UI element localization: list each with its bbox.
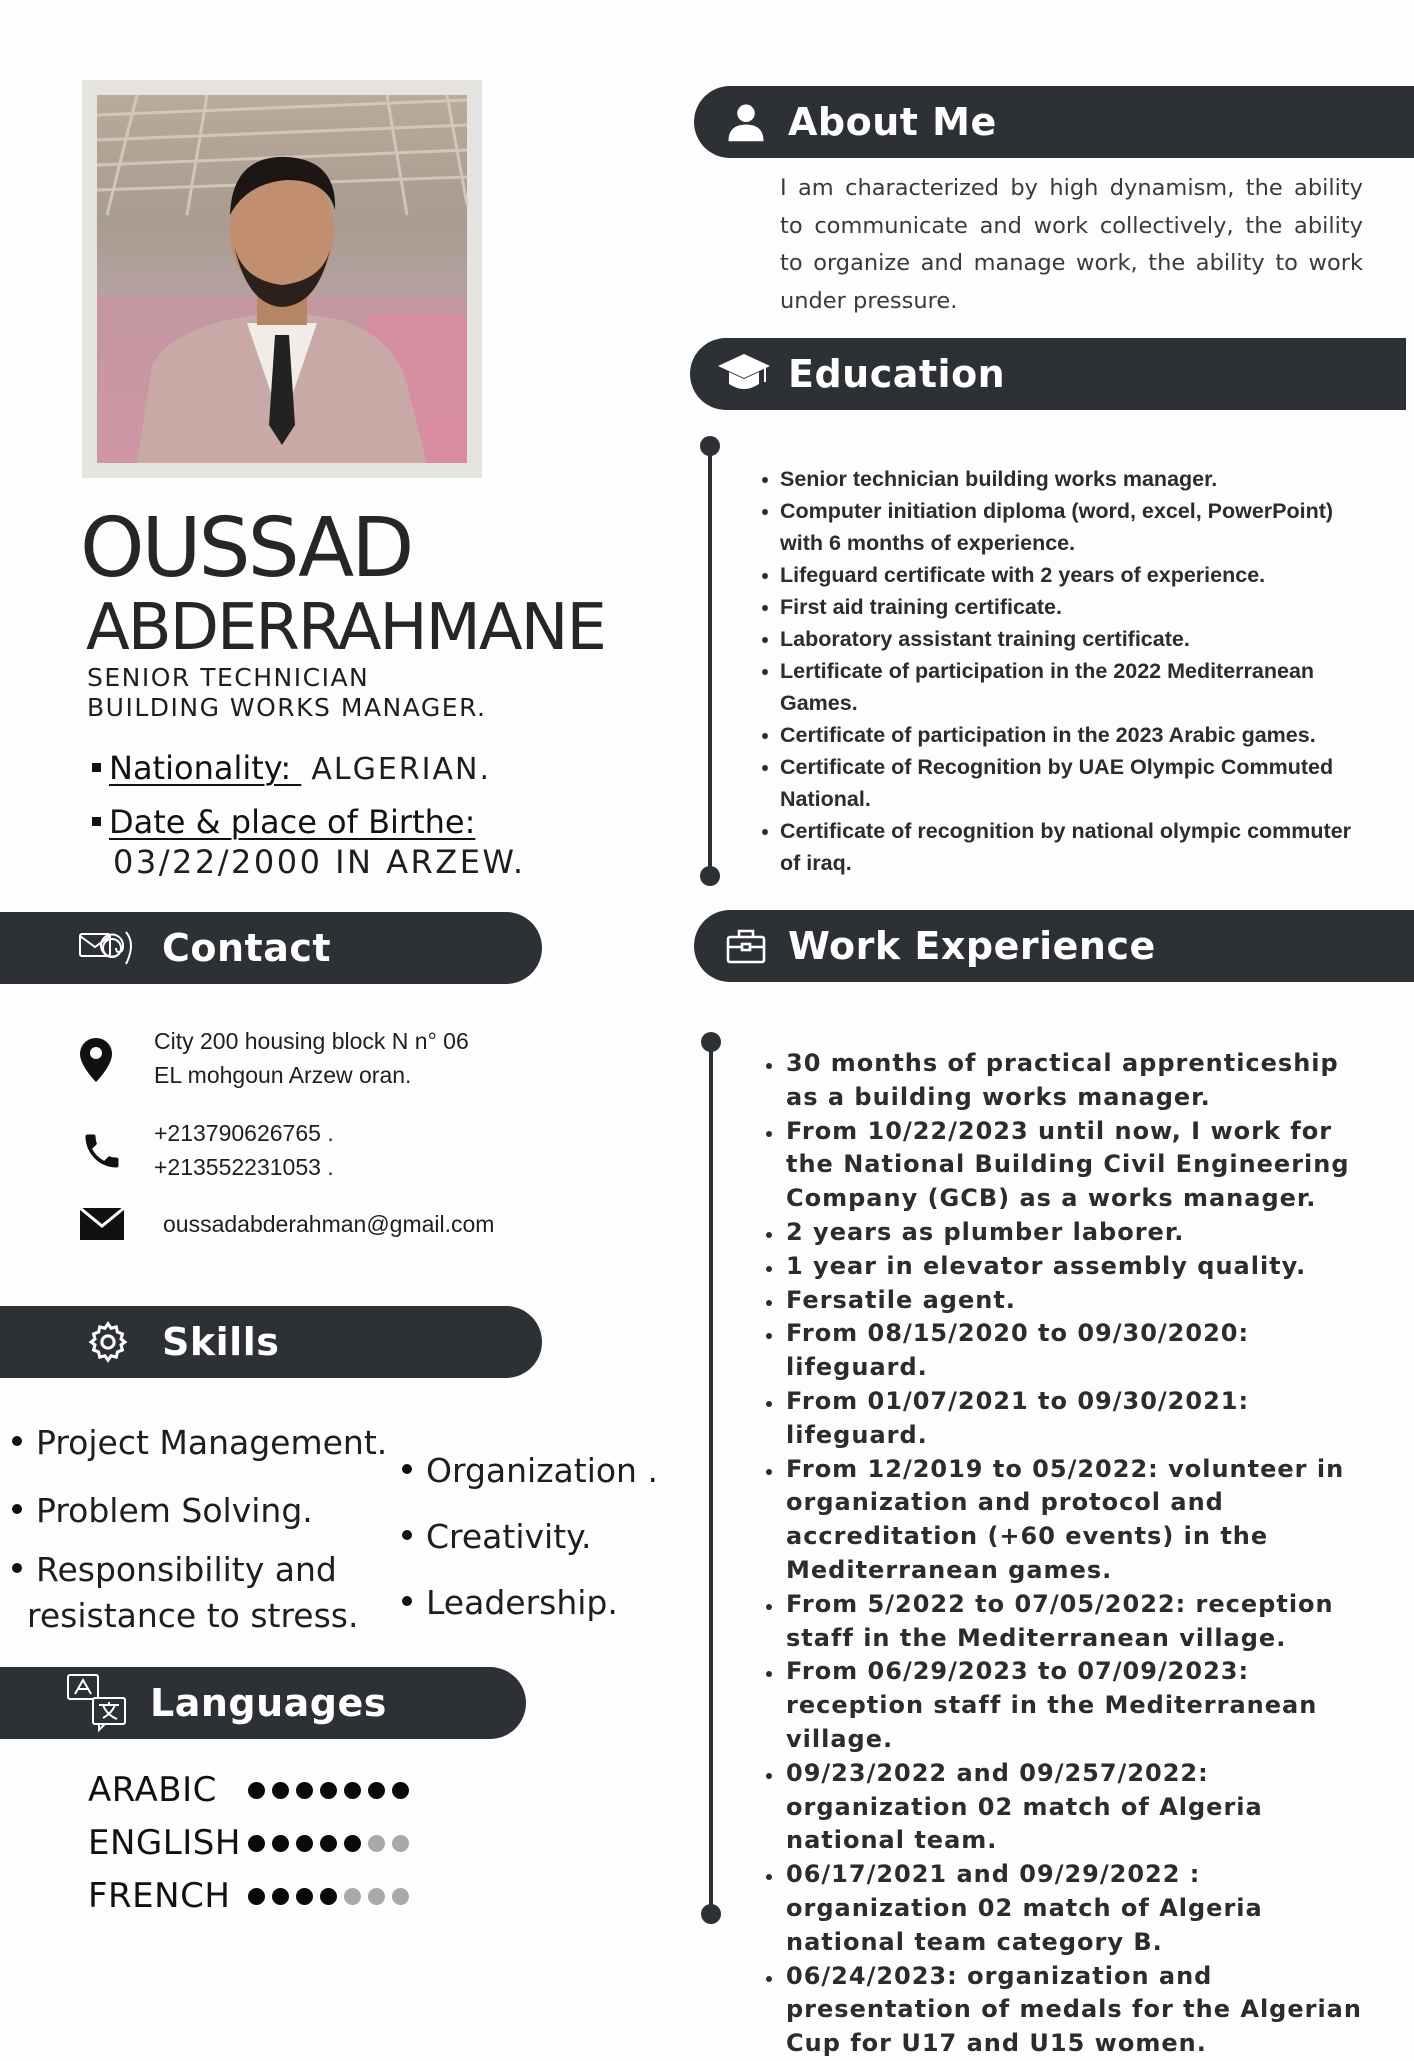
level-dot-filled (296, 1835, 313, 1852)
timeline-dot-bottom (701, 1904, 721, 1924)
level-dot-filled (344, 1782, 361, 1799)
level-dot-filled (320, 1835, 337, 1852)
work-item: From 06/29/2023 to 07/09/2023: reception staff in the Mediterranean village. (766, 1655, 1366, 1756)
phone-2[interactable]: +213552231053 . (154, 1154, 334, 1180)
user-icon (716, 92, 776, 152)
education-item: Certificate of recognition by national olympic commuter of iraq. (762, 815, 1372, 879)
education-item: Lertificate of participation in the 2022 Mediterranean Games. (762, 655, 1372, 719)
level-dot-filled (368, 1782, 385, 1799)
square-bullet-icon (92, 763, 101, 772)
birth-label: Date & place of Birthe: (82, 803, 475, 841)
language-level (248, 1888, 416, 1905)
work-item: 30 months of practical apprenticeship as a building works manager. (766, 1047, 1366, 1115)
work-item: From 10/22/2023 until now, I work for the National Building Civil Engineering Company (GCB) as a works manager. (766, 1115, 1366, 1216)
education-item: First aid training certificate. (762, 591, 1372, 623)
education-item: Computer initiation diploma (word, excel, PowerPoint) with 6 months of experience. (762, 495, 1372, 559)
skills-heading: Skills (162, 1320, 280, 1364)
phone-icon (80, 1129, 124, 1173)
bullet-icon (12, 1504, 22, 1514)
last-name: ABDERRAHMANE (86, 591, 605, 665)
about-header (694, 86, 1414, 158)
level-dot-empty (392, 1835, 409, 1852)
email-address[interactable]: oussadabderahman@gmail.com (163, 1211, 495, 1237)
language-name: ARABIC (88, 1770, 217, 1810)
education-header (690, 338, 1406, 410)
contact-header (0, 912, 542, 984)
work-item: Fersatile agent. (766, 1284, 1366, 1318)
languages-header (0, 1667, 526, 1739)
bullet-icon (12, 1436, 22, 1446)
education-list (762, 463, 1372, 879)
work-item: From 12/2019 to 05/2022: volunteer in organization and protocol and accreditation (+60 events) in the Mediterranean games. (766, 1453, 1366, 1588)
address-line-2: EL mohgoun Arzew oran. (154, 1062, 412, 1088)
education-heading: Education (788, 352, 1006, 396)
job-title-line-2: BUILDING WORKS MANAGER. (87, 693, 487, 722)
language-row (88, 1770, 416, 1810)
level-dot-filled (272, 1888, 289, 1905)
level-dot-empty (368, 1835, 385, 1852)
level-dot-empty (344, 1888, 361, 1905)
level-dot-empty (392, 1888, 409, 1905)
nationality-label: Nationality: (82, 749, 301, 787)
about-heading: About Me (788, 100, 997, 144)
birth-value: 03/22/2000 IN ARZEW. (113, 843, 526, 881)
skill-item: Project Management. (12, 1420, 387, 1466)
education-timeline (708, 446, 712, 876)
nationality-row (82, 749, 491, 787)
level-dot-filled (272, 1782, 289, 1799)
education-item: Laboratory assistant training certificate. (762, 623, 1372, 655)
address (154, 1024, 469, 1092)
level-dot-filled (296, 1782, 313, 1799)
bullet-icon (402, 1596, 412, 1606)
skill-item: Organization . (402, 1448, 658, 1494)
nationality-value: ALGERIAN. (311, 752, 491, 787)
language-level (248, 1782, 416, 1799)
level-dot-empty (368, 1888, 385, 1905)
work-item: 1 year in elevator assembly quality. (766, 1250, 1366, 1284)
phone-1[interactable]: +213790626765 . (154, 1120, 334, 1146)
skill-item: Responsibility and (12, 1547, 337, 1593)
work-item: 09/23/2022 and 09/257/2022: organization 02 match of Algeria national team. (766, 1757, 1366, 1858)
job-title-line-1: SENIOR TECHNICIAN (87, 663, 370, 692)
language-name: FRENCH (88, 1876, 231, 1916)
briefcase-icon (716, 916, 776, 976)
education-item: Certificate of Recognition by UAE Olympic Commuted National. (762, 751, 1372, 815)
contact-heading: Contact (162, 926, 332, 970)
level-dot-filled (272, 1835, 289, 1852)
level-dot-filled (248, 1782, 265, 1799)
language-name: ENGLISH (88, 1823, 241, 1863)
skill-item: Leadership. (402, 1580, 618, 1626)
work-header (694, 910, 1414, 982)
translate-icon (68, 1673, 128, 1733)
level-dot-filled (248, 1888, 265, 1905)
skill-item: Problem Solving. (12, 1488, 313, 1534)
education-item: Senior technician building works manager. (762, 463, 1372, 495)
level-dot-filled (392, 1782, 409, 1799)
about-text: I am characterized by high dynamism, the ability to communicate and work collectively, the ability to organize and manage work, the ability to work under pressure. (780, 175, 1363, 314)
profile-photo-frame (82, 80, 482, 478)
work-timeline (709, 1042, 713, 1914)
location-pin-icon (80, 1038, 112, 1082)
language-row (88, 1876, 416, 1916)
graduation-cap-icon (714, 344, 774, 404)
address-line-1: City 200 housing block N n° 06 (154, 1028, 469, 1054)
level-dot-filled (296, 1888, 313, 1905)
work-item: From 01/07/2021 to 09/30/2021: lifeguard. (766, 1385, 1366, 1453)
work-item: From 08/15/2020 to 09/30/2020: lifeguard. (766, 1317, 1366, 1385)
skill-item: Creativity. (402, 1514, 591, 1560)
education-item: Certificate of participation in the 2023 Arabic games. (762, 719, 1372, 751)
language-level (248, 1835, 416, 1852)
square-bullet-icon (92, 817, 101, 826)
level-dot-filled (344, 1835, 361, 1852)
work-list (766, 1047, 1366, 2061)
languages-heading: Languages (150, 1681, 387, 1725)
bullet-icon (12, 1563, 22, 1573)
first-name: OUSSAD (80, 501, 412, 596)
work-item: 2 years as plumber laborer. (766, 1216, 1366, 1250)
language-row (88, 1823, 416, 1863)
bullet-icon (402, 1530, 412, 1540)
work-item: From 5/2022 to 07/05/2022: reception staff in the Mediterranean village. (766, 1588, 1366, 1656)
skills-header (0, 1306, 542, 1378)
work-item: 06/24/2023: organization and presentation of medals for the Algerian Cup for U17 and U15 women. (766, 1960, 1366, 2061)
profile-photo (97, 95, 467, 463)
phone-numbers (154, 1116, 334, 1184)
gear-icon (78, 1312, 138, 1372)
envelope-icon (80, 1208, 124, 1240)
bullet-icon (402, 1464, 412, 1474)
work-item: 06/17/2021 and 09/29/2022 : organization 02 match of Algeria national team category B. (766, 1858, 1366, 1959)
timeline-dot-bottom (700, 866, 720, 886)
skill-item-continued: resistance to stress. (27, 1596, 359, 1635)
level-dot-filled (320, 1782, 337, 1799)
work-heading: Work Experience (788, 924, 1156, 968)
email-contact-icon (78, 918, 138, 978)
level-dot-filled (320, 1888, 337, 1905)
education-item: Lifeguard certificate with 2 years of experience. (762, 559, 1372, 591)
level-dot-filled (248, 1835, 265, 1852)
birth-row (82, 803, 476, 841)
